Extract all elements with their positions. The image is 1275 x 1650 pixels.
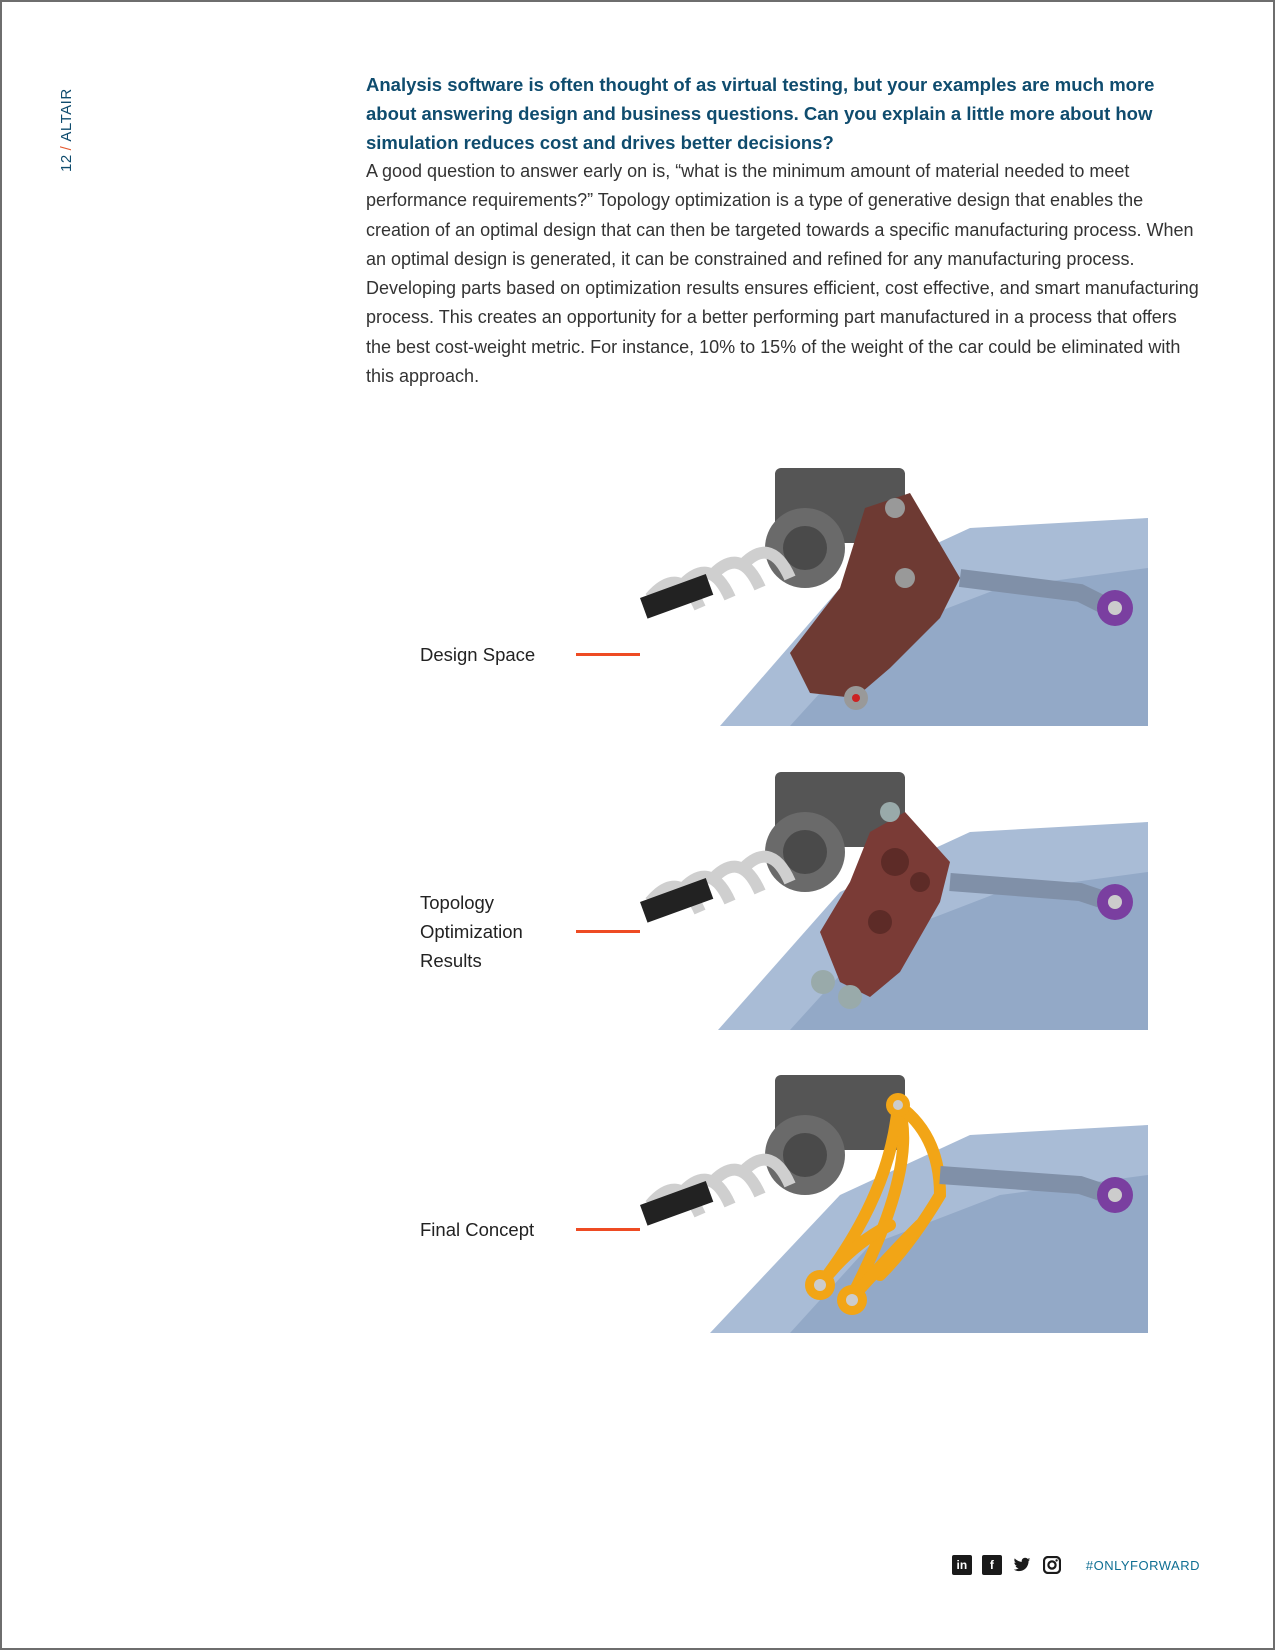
topology-label-line2: Optimization (420, 921, 523, 942)
topology-label (420, 888, 523, 975)
interview-answer: A good question to answer early on is, “what is the minimum amount of material needed to meet performance requirements?” Topology optimization is a type of generative design that enables the creation of an optimal design that can then be targeted towards a specific manufacturing process. When an optimal design is generated, it can be constrained and refined for any manufacturing process. Developing parts based on optimization results ensures efficient, cost effective, and smart manufacturing process. This creates an opportunity for a better performing part manufactured in a process that offers the best cost-weight metric. For instance, 10% to 15% of the weight of the car could be eliminated with this approach. (366, 161, 1199, 387)
hashtag-link[interactable]: #ONLYFORWARD (1085, 1557, 1200, 1573)
topology-render (640, 772, 1148, 1030)
topology-label-line1: Topology (420, 892, 495, 913)
design-space-image (640, 468, 1148, 726)
footer (952, 1555, 1200, 1575)
page-tab-slash: / (58, 145, 75, 151)
design-space-label: Design Space (420, 644, 536, 665)
final-concept-render (640, 1075, 1148, 1333)
page-number: 12 (58, 154, 75, 172)
page-tab (58, 88, 75, 172)
design-space-render (640, 468, 1148, 726)
final-concept-label: Final Concept (420, 1219, 535, 1240)
interview-question: Analysis software is often thought of as virtual testing, but your examples are much more about answering design and business questions. Can you explain a little more about how simulation reduces cost and drives better decisions? (366, 74, 1155, 153)
instagram-icon[interactable] (1042, 1555, 1062, 1575)
linkedin-icon[interactable]: in (952, 1555, 972, 1575)
topology-label-line3: Results (420, 950, 482, 971)
final-concept-image (640, 1075, 1148, 1333)
twitter-icon[interactable] (1012, 1555, 1032, 1575)
brand-name: ALTAIR (58, 88, 75, 142)
facebook-icon[interactable]: f (982, 1555, 1002, 1575)
topology-image (640, 772, 1148, 1030)
